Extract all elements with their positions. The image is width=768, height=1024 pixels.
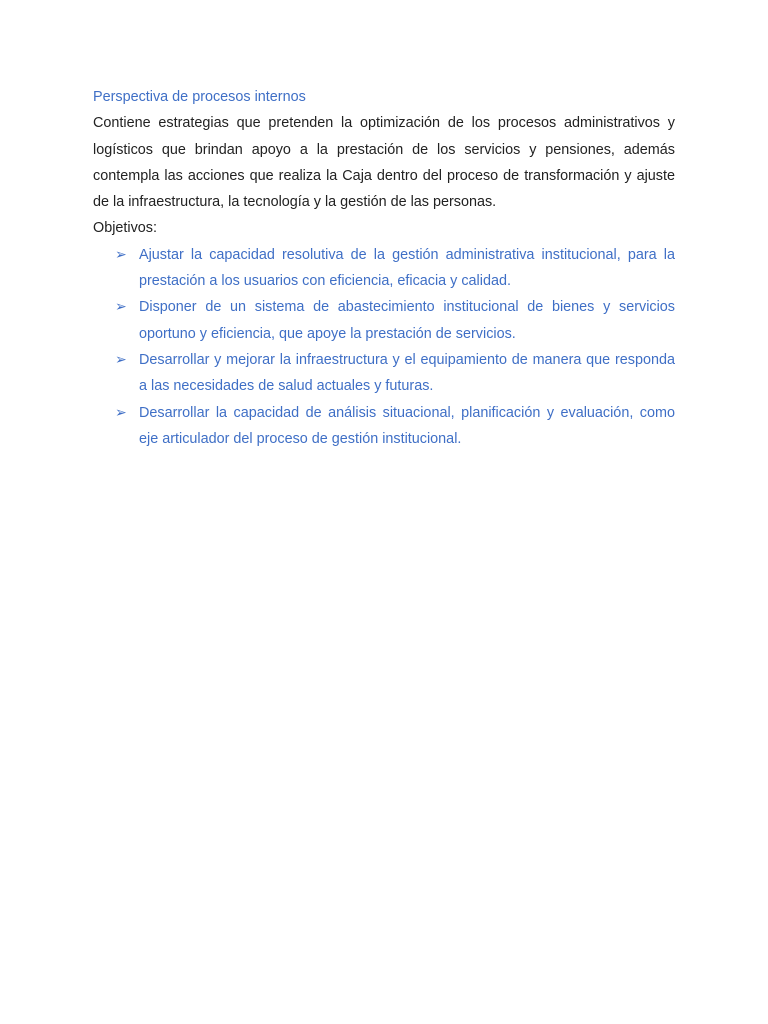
objective-item: [93, 400, 675, 453]
section-heading: Perspectiva de procesos internos: [93, 89, 306, 105]
objectives-list: [93, 242, 675, 452]
objective-text: Desarrollar y mejorar la infraestructura y el equipamiento de manera que responda a las necesidades de salud actuales y futuras.: [139, 351, 675, 395]
objective-item: [93, 242, 675, 295]
intro-paragraph: Contiene estrategias que pretenden la optimización de los procesos administrativos y logísticos que brindan apoyo a la prestación de los servicios y pensiones, además contempla las acciones que realiza la Caja dentro del proceso de transformación y ajuste de la infraestructura, la tecnología y la gestión de las personas.: [93, 115, 675, 211]
objective-item: [93, 294, 675, 347]
arrow-bullet-icon: ➢: [115, 351, 127, 368]
objectives-label: Objetivos:: [93, 220, 157, 237]
objective-text: Desarrollar la capacidad de análisis situacional, planificación y evaluación, como eje articulador del proceso de gestión institucional.: [139, 404, 675, 447]
objective-text: Ajustar la capacidad resolutiva de la gestión administrativa institucional, para la prestación a los usuarios con eficiencia, eficacia y calidad.: [139, 246, 675, 290]
arrow-bullet-icon: ➢: [115, 299, 127, 316]
objective-item: [93, 347, 675, 400]
arrow-bullet-icon: ➢: [115, 246, 127, 263]
document-content: [93, 84, 675, 452]
arrow-bullet-icon: ➢: [115, 404, 127, 421]
objective-text: Disponer de un sistema de abastecimiento institucional de bienes y servicios oportuno y eficiencia, que apoye la prestación de servicios.: [139, 299, 675, 342]
